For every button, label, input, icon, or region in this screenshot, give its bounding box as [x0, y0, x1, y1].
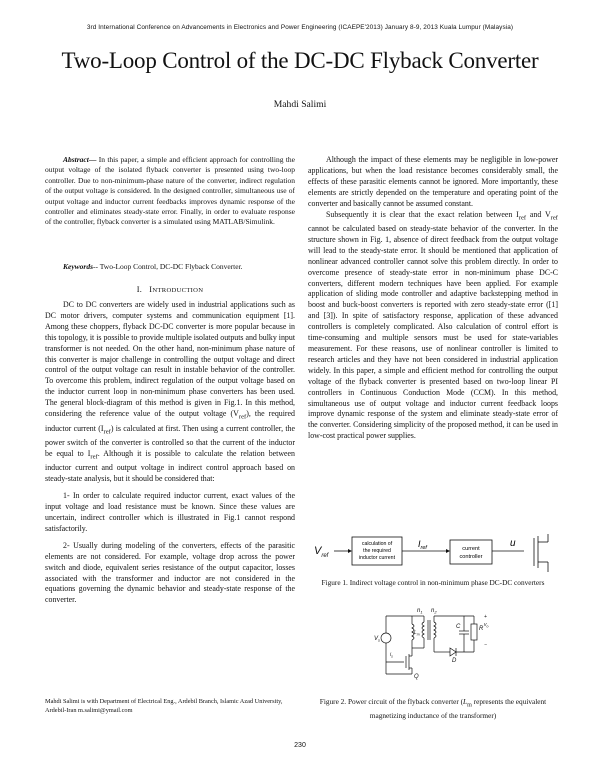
- fig1-block-calc-line1: calculation of: [361, 541, 393, 547]
- fig2-voltage-source-icon: [381, 633, 391, 643]
- fig2-resistor-icon: [471, 624, 477, 640]
- fig2-q-label: Q: [414, 674, 419, 680]
- right-paragraph-2: Subsequently it is clear that the exact relation between $I_{ref}$ and $V_{ref}$ cannot be calculated based on steady-state behavior of the converter. In the structure shown in Fig. 1, absence of direct feedback from the output voltage will lead to the steady-state error. It should be mentioned that application of nonlinear advanced controller cannot solve this problem directly. In order to overcome presence of steady-state error in non-minimum phase DC-C converters, different modern techniques have been applied. For example application of sliding mode controller and adaptive backstepping method in boost and buck-boost converters is reported with zero steady-state error ([1] and [3]). In spite of satisfactory response, application of these advanced controllers is completely complicated. Also calculation of control effort is time-consuming and multiple sensors must be used for state-variables measurement. For these reasons, use of nonlinear controller is limited to research articles and they have not been considered in industrial application widely. In this paper, a simple and efficient method for controlling the output voltage of the flyback converter is presented based on two-loop linear PI controllers in Continuous Conduction Mode (CCM). In this method, simultaneous use of output voltage and inductor current feedback loops improve dynamic response of the system and eliminate steady-state error of the converter. Considering simplicity of the proposed method, it can be used in low-cost practical power supplies.: [308, 209, 558, 441]
- fig2-c-label: C: [456, 624, 461, 630]
- right-paragraph-1: Although the impact of these elements may be negligible in low-power applications, but when the load resistance becomes considerably small, the effects of these parasitic elements cannot be ignored. More importantly, these elements are strictly depended on the temperature and operating point of the converter and basically cannot be assumed constant.: [308, 155, 558, 208]
- keywords-text: Two-Loop Control, DC-DC Flyback Converter.: [99, 262, 243, 271]
- fig2-minus-label: −: [484, 642, 487, 648]
- abstract: Abstract— In this paper, a simple and efficient approach for controlling the output voltage of the isolated flyback converter is presented using two-loop controller. Due to non-minimum-phase nature of the converter, indirect regulation of the output voltage is considered. In the designed controller, simultaneous use of output voltage and inductor current feedbacks improves dynamic response of the controller and eliminates steady-state error. Finally, in order to evaluate response of the controller, flyback converter is a simulated using MATLAB/Simulink.: [45, 155, 296, 227]
- keywords: Keywords-- Two-Loop Control, DC-DC Flyback Converter.: [63, 262, 243, 271]
- fig2-n1-label: $n_1$: [417, 608, 423, 615]
- fig2-lm-label: $L_m$: [414, 630, 420, 637]
- section-heading-introduction: I. INTRODUCTION: [136, 285, 204, 294]
- fig1-iref-label: $I_{ref}$: [418, 539, 427, 551]
- fig1-u-label: u: [510, 538, 516, 549]
- abstract-text: In this paper, a simple and efficient approach for controlling the output voltage of the isolated flyback converter is presented using two-loop controller. Due to non-minimum-phase nature of the converter, indirect regulation of the output voltage is considered. In the designed controller, simultaneous use of output voltage and inductor current feedbacks improves dynamic response of the controller and eliminates steady-state error. Finally, in order to evaluate response of the controller, flyback converter is a simulated using MATLAB/Simulink.: [45, 155, 296, 227]
- fig2-d-label: D: [452, 658, 457, 664]
- fig1-block-calc-line2: the required: [363, 548, 391, 554]
- fig1-switch-icon: [534, 534, 548, 572]
- fig1-vref-label: $V_{ref}$: [314, 545, 329, 559]
- intro-paragraph-2: 1- In order to calculate required inductor current, exact values of the input voltage and load resistance must be known. Since these values are uncertain, indirect controller which is illustrated in Fig.1 cannot respond satisfactorily.: [45, 491, 295, 533]
- figure-2-circuit: [368, 604, 518, 686]
- conference-header: 3rd International Conference on Advancements in Electronics and Power Engineering (ICAEPE'2013) January 8-9, 2013 Kuala Lumpur (Malaysia): [86, 24, 514, 31]
- fig2-vo-label: $v_o$: [484, 622, 489, 629]
- keywords-lead: Keywords: [63, 262, 93, 271]
- fig2-diode-icon: [450, 648, 456, 656]
- figure-1-block-diagram: [312, 532, 557, 574]
- fig1-block-controller-line1: current: [462, 546, 480, 552]
- fig2-r-label: R: [479, 626, 484, 632]
- fig2-plus-label: +: [484, 614, 487, 620]
- fig2-n2-label: $n_2$: [431, 608, 437, 615]
- fig2-primary-winding-icon: [422, 622, 424, 638]
- intro-body-left: [45, 300, 295, 606]
- page-number: 230: [294, 742, 306, 749]
- fig1-block-controller-line2: controller: [459, 554, 483, 560]
- intro-body-right: [308, 155, 558, 442]
- fig1-block-controller: [450, 540, 492, 564]
- abstract-lead: Abstract: [63, 155, 89, 164]
- fig2-is-label: $i_s$: [390, 652, 393, 659]
- intro-paragraph-1: DC to DC converters are widely used in industrial applications such as DC motor drivers, computer systems and communication equipment [1]. Among these choppers, flyback DC-DC converter is more popular because in this topology, it is possible to provide multiple isolated outputs and bulky input transformer is not needed. On the other hand, non-minimum phase nature of this converter is major challenge in controlling the output voltage and direct control of the output voltage can result in instable behavior of the controller. To overcome this problem, indirect regulation of the output voltage based on the inductor current loop in non-minimum phase converters has been used. The general block-diagram of this method is given in Fig.1. In this method, considering the reference value of the output voltage $(V_{ref})$, the required inductor current $(I_{ref})$ is calculated at first. Then using a current controller, the power switch of the converter is controlled so that the current of the inductor be equal to $I_{ref}$. Although it is possible to calculate the relation between inductor current and output voltage in indirect control approach based on steady-state analysis, but it should be considered that:: [45, 300, 296, 484]
- fig2-secondary-winding-icon: [434, 622, 436, 638]
- paper-title: Two-Loop Control of the DC-DC Flyback Converter: [61, 48, 539, 73]
- intro-paragraph-3: 2- Usually during modeling of the converters, effects of the parasitic elements are not considered. For example, voltage drop across the power switch and diode, equivalent series resistance of the output capacitor, losses associated with the transformer and inductor are not considered in the equations governing the dynamic behavior and steady-state response of the converter.: [45, 540, 295, 605]
- fig1-block-calc-line3: inductor current: [358, 555, 396, 561]
- figure-2-caption: Figure 2. Power circuit of the flyback converter ($L_m$ represents the equivalent magnetizing inductance of the transformer): [319, 697, 547, 720]
- fig2-vs-label: $V_s$: [374, 636, 381, 643]
- figure-1-caption: Figure 1. Indirect voltage control in non-minimum phase DC-DC converters: [321, 578, 545, 587]
- author-footnote: Mahdi Salimi is with Department of Electrical Eng., Ardebil Branch, Islamic Azad University, Ardebil-Iran m.salimi@ymail.com: [45, 698, 283, 714]
- author-name: Mahdi Salimi: [273, 99, 327, 110]
